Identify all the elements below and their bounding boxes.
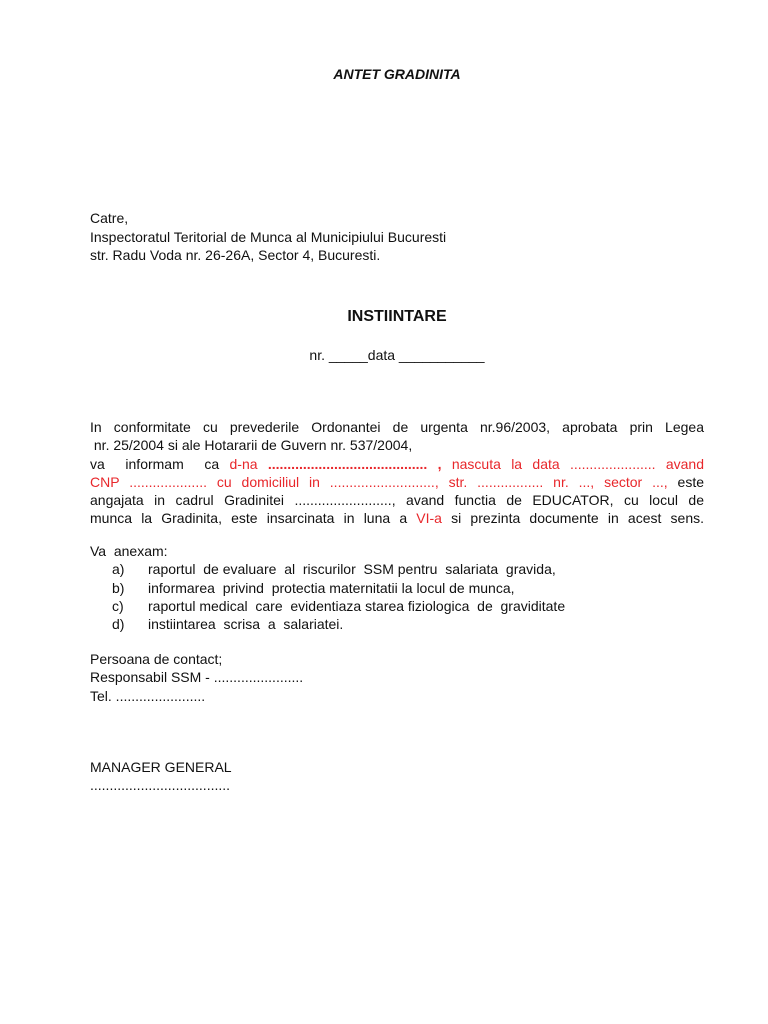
recipient-line-1: Catre,	[90, 210, 129, 226]
annex-item	[112, 615, 565, 633]
signature-line: ....................................	[90, 777, 231, 794]
body-line-5: angajata in cadrul Gradinitei ........................., avand functia de EDUCATOR, cu locul de	[90, 492, 704, 509]
contact-block	[90, 650, 303, 705]
body-line-3-birthdate: nascuta la data ...................... avand	[441, 455, 704, 472]
annex-block	[90, 542, 565, 633]
signature-title: MANAGER GENERAL	[90, 759, 232, 775]
body-line-4	[90, 473, 704, 491]
annex-item-text: informarea privind protectia maternitatii la locul de munca,	[148, 579, 515, 596]
annex-item-mark: a)	[112, 561, 125, 578]
recipient-block	[90, 209, 446, 265]
body-line-6	[90, 509, 704, 527]
letterhead-title: ANTET GRADINITA	[333, 66, 461, 82]
body-line-3-name-blank: ......................................... ,	[267, 455, 442, 472]
annex-item	[112, 560, 565, 578]
contact-line-3: Tel. .......................	[90, 687, 206, 704]
body-line-2: nr. 25/2004 si ale Hotararii de Guvern nr. 537/2004,	[90, 437, 413, 454]
contact-line-1: Persoana de contact;	[90, 651, 223, 667]
body-line-4-address: CNP .................... cu domiciliul in ..........................., str. ................. nr. ..., sector ...,	[90, 473, 668, 490]
document-number-line: nr. _____data ___________	[309, 347, 485, 363]
body-line-6-end: si prezinta documente in acest sens.	[441, 510, 705, 527]
annex-item	[112, 579, 565, 597]
body-line-3-title: d-na	[229, 455, 268, 472]
annex-list	[90, 560, 565, 633]
document-title: INSTIINTARE	[347, 308, 447, 325]
annex-item-text: raportul medical care evidentiaza starea fiziologica de graviditate	[148, 597, 566, 614]
body-paragraph	[90, 418, 704, 528]
annex-item-text: instiintarea scrisa a salariatei.	[148, 616, 344, 633]
annex-heading: Va anexam:	[90, 543, 168, 559]
body-line-6-start: munca la Gradinita, este insarcinata in luna a	[90, 510, 417, 527]
body-line-1: In conformitate cu prevederile Ordonantei de urgenta nr.96/2003, aprobata prin Legea	[90, 419, 704, 435]
annex-item-mark: c)	[112, 597, 124, 614]
body-line-4-end: este	[667, 473, 704, 490]
annex-item-mark: d)	[112, 616, 125, 633]
body-line-3	[90, 455, 704, 473]
body-line-6-month: VI-a	[416, 510, 442, 527]
signature-block	[90, 758, 232, 795]
annex-item-text: raportul de evaluare al riscurilor SSM pentru salariata gravida,	[148, 561, 556, 578]
body-line-3-intro: va informam ca	[90, 455, 230, 472]
annex-item-mark: b)	[112, 579, 125, 596]
annex-item	[112, 597, 565, 615]
recipient-line-2: Inspectoratul Teritorial de Munca al Municipiului Bucuresti	[90, 228, 447, 245]
recipient-line-3: str. Radu Voda nr. 26-26A, Sector 4, Bucuresti.	[90, 247, 381, 263]
contact-line-2: Responsabil SSM - .......................	[90, 669, 304, 686]
